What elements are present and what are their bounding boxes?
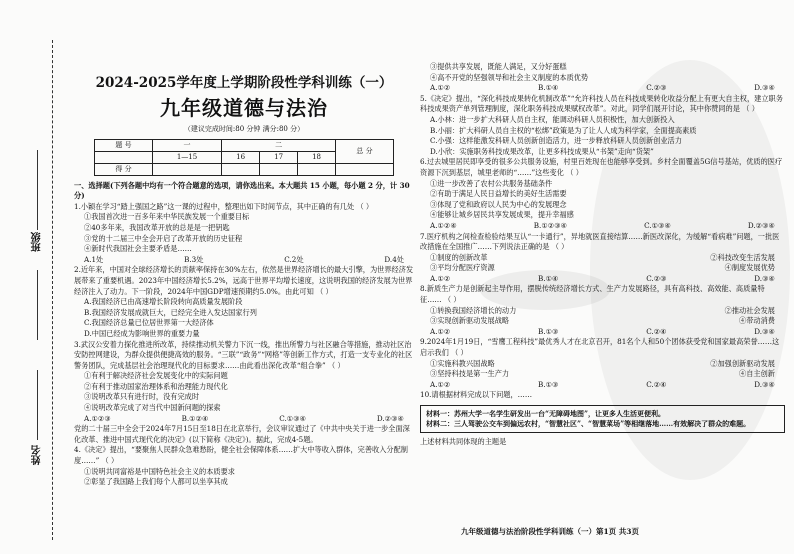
question-item: ①制度的创新改革	[430, 252, 488, 262]
question-item[interactable]: A.小林：进一步扩大科研人员自主权，能调动科研人员积极性，加大创新投入	[430, 114, 675, 124]
option[interactable]: D.4处	[384, 254, 404, 264]
answer-options	[420, 380, 785, 391]
score-cell: 17	[260, 151, 298, 163]
question-item: ③提供共享发展，既能人满足，又分好蛋糕	[430, 62, 567, 71]
option[interactable]: D.③④	[754, 379, 775, 389]
option[interactable]: D.②③④	[376, 413, 404, 423]
question-stem: 7.医疗机构之间检查检验结果互认“一卡通行”，异地就医直接结算……新医改深化，为缓解“看病难”问题，一批医改措施在全国推广……下列说法正确的是 （ ）	[420, 231, 780, 252]
question-item: ①说明共同富裕是中国特色社会主义的本质要求	[84, 466, 235, 476]
question-stem: 6.过去城里居民即享受的很多公共服务设施，村里百姓现在也能够享受到。乡村全面覆盖5G信号基站，优质的医疗资源下沉到基层，城里老师的“……”这些变化 （ ）	[420, 157, 783, 177]
exam-title: 2024-2025学年度上学期阶段性学科训练（一）	[95, 75, 393, 91]
question-item[interactable]: C.小强：这样能激发科研人员创新创造活力，进一步释放科研人员创新创业活力	[430, 136, 682, 146]
option[interactable]: C.②④	[646, 379, 667, 389]
option[interactable]: C.2处	[284, 254, 304, 264]
question-item: ③体现了党和政府以人民为中心的发展理念	[430, 199, 567, 209]
name-line	[37, 370, 38, 440]
option[interactable]: C.①③④	[279, 413, 307, 423]
option[interactable]: B.①③	[538, 379, 559, 389]
option[interactable]: D.③④	[754, 326, 775, 336]
question-item: ③平均分配医疗资源	[430, 263, 495, 273]
question-item: ②科技改变生活发展	[710, 252, 775, 262]
question-stem: 1.小颖在学习“踏上强国之路”这一课的过程中，整理出如下时间节点，其中正确的有几处 （ ）	[74, 201, 374, 211]
question-stem: 10.请根据材料完成以下问题，……	[420, 390, 533, 400]
option[interactable]: D.③④	[754, 273, 775, 283]
question-stem: 9.2024年1月19日，“雪鹰工程科技”最优秀人才在北京召开，81名个人和50个团体获受党和国家最高荣誉……这启示我们 （ ）	[420, 337, 780, 358]
answer-options	[420, 274, 785, 285]
question-item: ①实施科教兴国战略	[430, 358, 495, 368]
score-header-cell: 总 分	[336, 139, 394, 163]
question-item[interactable]: A.我国经济已由高速增长阶段转向高质量发展阶段	[84, 297, 243, 307]
question-item: ③坚持科技是第一生产力	[430, 369, 510, 379]
option[interactable]: B.①③	[538, 326, 559, 336]
option[interactable]: C.②④	[646, 326, 667, 336]
page-footer: 九年级道德与法治阶段性学科训练（一）第1页 共3页	[460, 527, 640, 536]
question-item: ③党的十二届三中全会开启了改革开放的历史征程	[84, 233, 243, 243]
question-item: ②40多年来，我国改革开放的总是是一把钥匙	[84, 222, 230, 232]
question-item: ②加强创新驱动发展	[710, 358, 775, 368]
class-line	[37, 150, 38, 230]
question-item: ②有利于推动国家治理体系和治理能力现代化	[84, 381, 228, 391]
answer-options	[74, 414, 414, 425]
score-cell[interactable]	[222, 163, 260, 175]
question-items-row	[420, 316, 785, 327]
score-cell[interactable]	[260, 163, 298, 175]
question-item: ②推动社会发展	[724, 305, 775, 315]
option[interactable]: B.①②③④	[533, 220, 568, 230]
question-item: ④自主创新	[739, 369, 775, 379]
question-stem: 5.《决定》提出，“深化科技成果转化机制改革”“允许科技人员在科技成果转化收益分配上有更大自主权，建立职务科技成果资产单列管理制度，深化职务科技成果赋权改革”。对此，同学们展开讨论，其中你赞同的是 （ ）	[420, 93, 783, 114]
question-stem: 8.新质生产力是创新起主导作用，摆脱传统经济增长方式、生产力发展路径，具有高科技、高效能、高质量特征…… （ ）	[420, 284, 765, 305]
question-item: ②彰显了我国路上我们每个人都可以坐享其成	[84, 477, 228, 487]
question-item[interactable]: D.中国已经成为影响世界的重要力量	[84, 328, 200, 338]
option[interactable]: D.②③④	[747, 220, 775, 230]
answer-options	[420, 221, 785, 232]
option[interactable]: B.①④	[538, 83, 559, 93]
question-item: ④带动消费	[739, 316, 775, 326]
score-cell: 16	[222, 151, 260, 163]
right-column	[420, 62, 785, 448]
exam-subject: 九年级道德与法治	[160, 96, 328, 120]
score-cell: 1—15	[152, 151, 221, 163]
question-items-row	[420, 263, 785, 274]
score-cell: 18	[298, 151, 336, 163]
question-item[interactable]: C.我国经济总量已位居世界第一大经济体	[84, 318, 214, 328]
question-items-row	[420, 369, 785, 380]
question-stem: 3.武汉公安着力探化推进所改革，持续推动机关警力下沉一线，推出所警力与社区融合等措施，推动社区治安防控网建设，为群众提供便捷高效的服务。“三联”“政务”“网格”等创新工作方式，打造一支专业化的社区警务团队，完成基层社会治理现代化的目标要求……由此看出深化改革“组合拳” （ ）	[74, 339, 413, 370]
binding-margin	[0, 0, 70, 554]
question-item: ①我国首次进一百多年来中华民族发展一个重要目标	[84, 212, 250, 222]
score-header-cell: 题 号	[95, 139, 153, 151]
question-item: ①转换我国经济增长的动力	[430, 305, 517, 315]
question-item: ③实现创新驱动发展战略	[430, 316, 510, 326]
score-cell	[95, 151, 153, 163]
class-label: 班级	[32, 232, 43, 252]
answer-options	[420, 327, 785, 338]
question-stem: 2.近年来，中国对全球经济增长的贡献率保持在30%左右，依然是世界经济增长的最大引擎，为世界经济发展带来了重要机遇。2023年中国经济增长5.2%，远高于世界平均增长速度，这说明我国的经济发展为世界经济注入了动力。下一阶段，2024年中国GDP增速预期约5.0%。由此可知 （ ）	[74, 265, 414, 296]
question-item[interactable]: B.小丽：扩大科研人员自主权的“松绑”政策是为了让人人成为科学家，全面提高素质	[430, 125, 697, 135]
score-cell[interactable]	[336, 163, 394, 175]
question-stem: 4.《决定》提出，“要聚焦人民群众急难愁盼，健全社会保障体系……扩大中等收入群体，完善收入分配制度……” （ ）	[74, 445, 408, 466]
question-items-row	[420, 359, 785, 370]
question-item: ①有利于解决经济社会发展变化中的实际问题	[84, 371, 228, 381]
option[interactable]: A.①②③	[84, 413, 111, 423]
option[interactable]: A.①②	[430, 83, 451, 93]
question-item: ④说明改革完成了对当代中国新问题的探索	[84, 403, 221, 413]
exam-meta: （建议完成时间:80 分钟 满分:80 分）	[183, 125, 305, 133]
option[interactable]: C.①③④	[644, 220, 671, 230]
option[interactable]: B.①④	[538, 273, 559, 283]
option[interactable]: B.3处	[184, 254, 204, 264]
score-cell[interactable]	[152, 163, 221, 175]
option[interactable]: A.1处	[84, 254, 104, 264]
score-header-cell: 二	[222, 139, 336, 151]
material-text: 材料二：三人驾驶公交车到偏远农村，“智慧社区”、“智慧菜场”等相继落地……有效解决了群众的难题。	[426, 419, 751, 428]
option[interactable]: C.②③	[646, 83, 667, 93]
question-item: ④制度发展优势	[724, 263, 775, 273]
answer-options	[420, 83, 785, 94]
score-cell[interactable]	[298, 163, 336, 175]
question-item: ②有助于满足人民日益增长的美好生活需要	[430, 189, 567, 199]
question-item: ④能够让城乡居民共享发展成果，提升幸福感	[430, 210, 574, 220]
question-item: ④高不开党的坚强领导和社会主义制度的本质优势	[430, 72, 589, 82]
name-label: 姓名	[32, 445, 43, 465]
option[interactable]: B.①②④	[181, 413, 209, 423]
material-box	[420, 405, 785, 433]
question-item: ④新时代我国社会主要矛盾是……	[84, 244, 192, 254]
question-tail: 上述材料共同体现的主题是	[420, 437, 507, 446]
option[interactable]: D.③④	[754, 83, 775, 93]
option[interactable]: A.①②	[430, 273, 451, 283]
option[interactable]: C.②③	[646, 273, 667, 283]
group-intro: 党的二十届三中全会于2024年7月15日至18日在北京举行，会议审议通过了《中共中央关于进一步全面深化改革、推进中国式现代化的决定》(以下简称《决定》)。据此，完成4-5题。	[74, 424, 410, 444]
option[interactable]: A.①②	[430, 326, 451, 336]
cut-line	[52, 40, 53, 540]
class-line-2	[37, 270, 38, 340]
material-text: 材料一：苏州大学一名学生研发出一台“无障碍地图”，让更多人生活更便利。	[426, 409, 666, 418]
question-item[interactable]: B.我国经济发展成就巨大，已经完全进入发达国家行列	[84, 307, 257, 317]
answer-options	[74, 255, 414, 266]
question-item: ③说明改革只有进行时，没有完成时	[84, 392, 200, 402]
score-cell: 得 分	[95, 163, 153, 175]
question-item[interactable]: D.小欣：实施职务科技成果改革，让更多科技成果从“书架”走向“货架”	[430, 146, 654, 156]
score-table	[94, 139, 394, 176]
question-items-row	[420, 306, 785, 317]
question-item: ①进一步改善了农村公共服务基础条件	[430, 178, 553, 188]
question-items-row	[420, 253, 785, 264]
section-heading: 一、选择题(下列各题中均有一个符合题意的选项，请你选出来。本大题共 15 小题，每小题 2 分，计 30 分)	[74, 180, 410, 201]
option[interactable]: A.①②④	[430, 220, 457, 230]
score-header-cell: 一	[152, 139, 221, 151]
left-column	[74, 60, 414, 488]
option[interactable]: A.①②	[430, 379, 451, 389]
